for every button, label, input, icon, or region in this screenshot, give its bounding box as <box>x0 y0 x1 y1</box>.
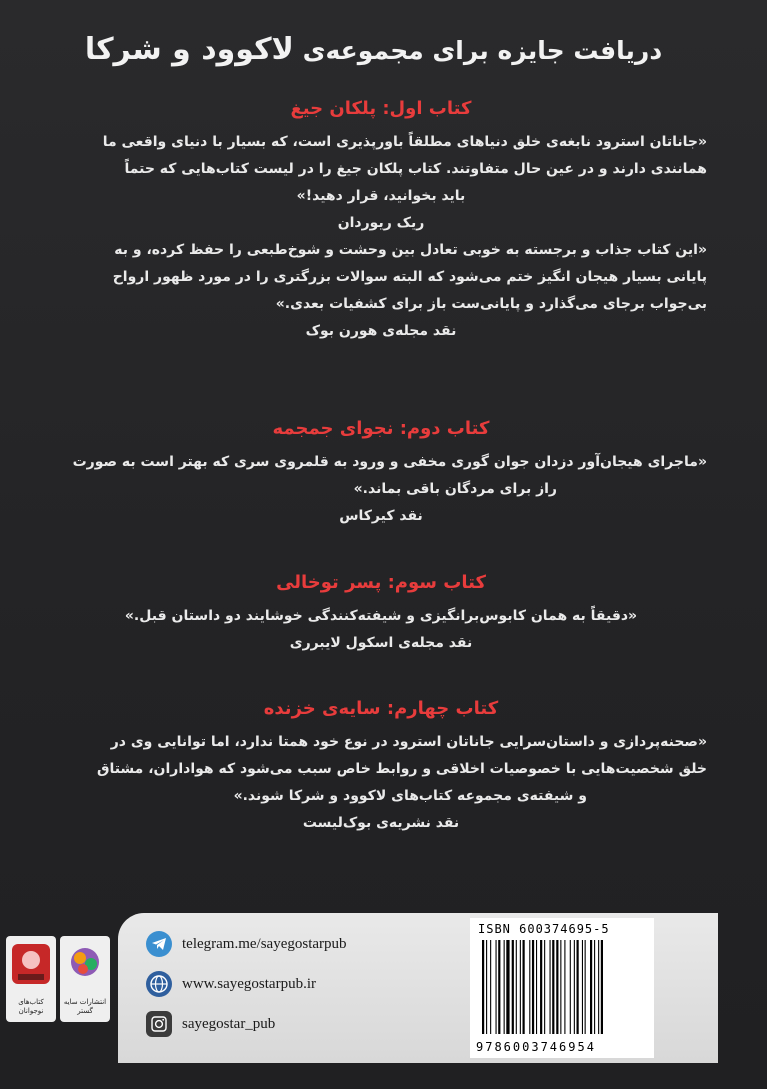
review-quote <box>55 603 707 630</box>
review-quote <box>55 449 707 503</box>
quote-line: پایانی بسیار هیجان انگیز ختم می‌شود که البته سوالات بزرگتری را در مورد ظهور ارواح <box>112 269 707 285</box>
review-quote <box>55 729 707 810</box>
book-4-section <box>55 698 707 837</box>
quote-line: خلق شخصیت‌هایی با خصوصیات اخلاقی و روابط خاص سبب می‌شود که هواداران، مشتاق <box>96 761 707 777</box>
barcode-bar <box>574 940 575 1034</box>
barcode-bar <box>532 940 534 1034</box>
sayegostar-logo-text: انتشارات سایه گستر <box>63 998 107 1015</box>
quote-line: همانندی دارند و در عین حال متفاوتند. کتاب پلکان جیغ را در لیست کتاب‌هایی که حتماً <box>124 161 707 177</box>
barcode-bar <box>512 940 514 1034</box>
barcode-bar <box>550 940 551 1034</box>
page-title <box>40 32 707 67</box>
quote-line: «این کتاب جذاب و برجسته به خوبی تعادل بین وحشت و شوخ‌طبعی را حفظ کرده، و به <box>114 242 707 258</box>
barcode-bar <box>520 940 521 1034</box>
publisher-logo-sayegostar <box>60 936 110 1022</box>
isbn-label: ISBN 600374695-5 <box>478 922 610 936</box>
quote-line: «صحنه‌پردازی و داستان‌سرایی جاناتان استرود در نوع خود همتا ندارد، اما توانایی وی در <box>110 734 707 750</box>
barcode-bar <box>529 940 530 1034</box>
barcode-bars <box>480 940 644 1034</box>
title-prefix: دریافت جایزه برای مجموعه‌ی <box>302 36 663 65</box>
review-source: نقد نشریه‌ی بوک‌لیست <box>302 815 460 831</box>
telegram-link[interactable]: telegram.me/sayegostarpub <box>182 935 347 952</box>
book-3-section <box>55 572 707 657</box>
teen-books-logo-icon <box>6 936 56 996</box>
globe-icon <box>146 971 172 997</box>
barcode-bar <box>496 940 497 1034</box>
book-2-section <box>55 418 707 530</box>
barcode-bar <box>601 940 603 1034</box>
instagram-contact[interactable] <box>146 1009 275 1039</box>
publisher-logo-teen <box>6 936 56 1022</box>
teen-books-logo-text: کتاب‌های نوجوانان <box>18 998 44 1015</box>
barcode-bar <box>570 940 571 1034</box>
book-1-title: کتاب اول: پلکان جیغ <box>290 98 472 119</box>
quote-line: «جاناتان استرود نابغه‌ی خلق دنیاهای مطلقاً باورپذیری است، که بسیار با دنیای واقعی ما <box>102 134 707 150</box>
barcode-bar <box>594 940 595 1034</box>
isbn-number: 9786003746954 <box>476 1040 596 1054</box>
barcode-bar <box>582 940 583 1034</box>
book-4-title: کتاب چهارم: سایه‌ی خزنده <box>263 698 499 719</box>
quote-line: و شیفته‌ی مجموعه کتاب‌های لاکوود و شرکا شوند.» <box>233 788 587 804</box>
barcode-bar <box>598 940 599 1034</box>
website-contact[interactable] <box>146 969 316 999</box>
review-quote <box>55 129 707 210</box>
series-name: لاکوود و شرکا <box>84 32 294 67</box>
telegram-contact[interactable] <box>146 929 347 959</box>
quote-line: «دقیقاً به همان کابوس‌برانگیزی و شیفته‌کنندگی خوشایند دو داستان قبل.» <box>124 608 638 624</box>
barcode-bar <box>590 940 592 1034</box>
barcode-bar <box>544 940 545 1034</box>
barcode-bar <box>556 940 558 1034</box>
barcode-bar <box>540 940 542 1034</box>
barcode-bar <box>490 940 491 1034</box>
barcode-bar <box>585 940 586 1034</box>
barcode-bar <box>506 940 509 1034</box>
barcode-bar <box>577 940 579 1034</box>
barcode-bar <box>564 940 565 1034</box>
review-source: نقد کیرکاس <box>339 508 423 524</box>
quote-line: «ماجرای هیجان‌آور دزدان جوان گوری مخفی و ورود به قلمروی سری که بهتر است به صورت <box>72 454 707 470</box>
barcode-bar <box>552 940 554 1034</box>
review-source: نقد مجله‌ی اسکول لایبرری <box>289 635 473 651</box>
quote-line: باید بخوانید، قرار دهید!» <box>296 188 466 204</box>
sayegostar-logo-icon <box>60 936 110 996</box>
book-1-section <box>55 98 707 345</box>
review-source: ریک ریوردان <box>337 215 425 231</box>
review-quote <box>55 237 707 318</box>
barcode-bar <box>516 940 517 1034</box>
barcode-bar <box>504 940 505 1034</box>
website-link[interactable]: www.sayegostarpub.ir <box>182 975 316 992</box>
barcode-bar <box>498 940 500 1034</box>
instagram-link[interactable]: sayegostar_pub <box>182 1015 276 1032</box>
book-3-title: کتاب سوم: پسر توخالی <box>276 572 486 593</box>
book-2-title: کتاب دوم: نجوای جمجمه <box>272 418 490 439</box>
barcode-bar <box>523 940 525 1034</box>
quote-line: راز برای مردگان باقی بماند.» <box>353 481 557 497</box>
barcode <box>470 918 654 1058</box>
review-source: نقد مجله‌ی هورن بوک <box>305 323 457 339</box>
instagram-icon <box>146 1011 172 1037</box>
telegram-icon <box>146 931 172 957</box>
quote-line: بی‌جواب برجای می‌گذارد و پایانی‌ست باز برای کشفیات بعدی.» <box>275 296 707 312</box>
barcode-bar <box>486 940 487 1034</box>
barcode-bar <box>482 940 484 1034</box>
barcode-bar <box>560 940 561 1034</box>
barcode-bar <box>536 940 537 1034</box>
